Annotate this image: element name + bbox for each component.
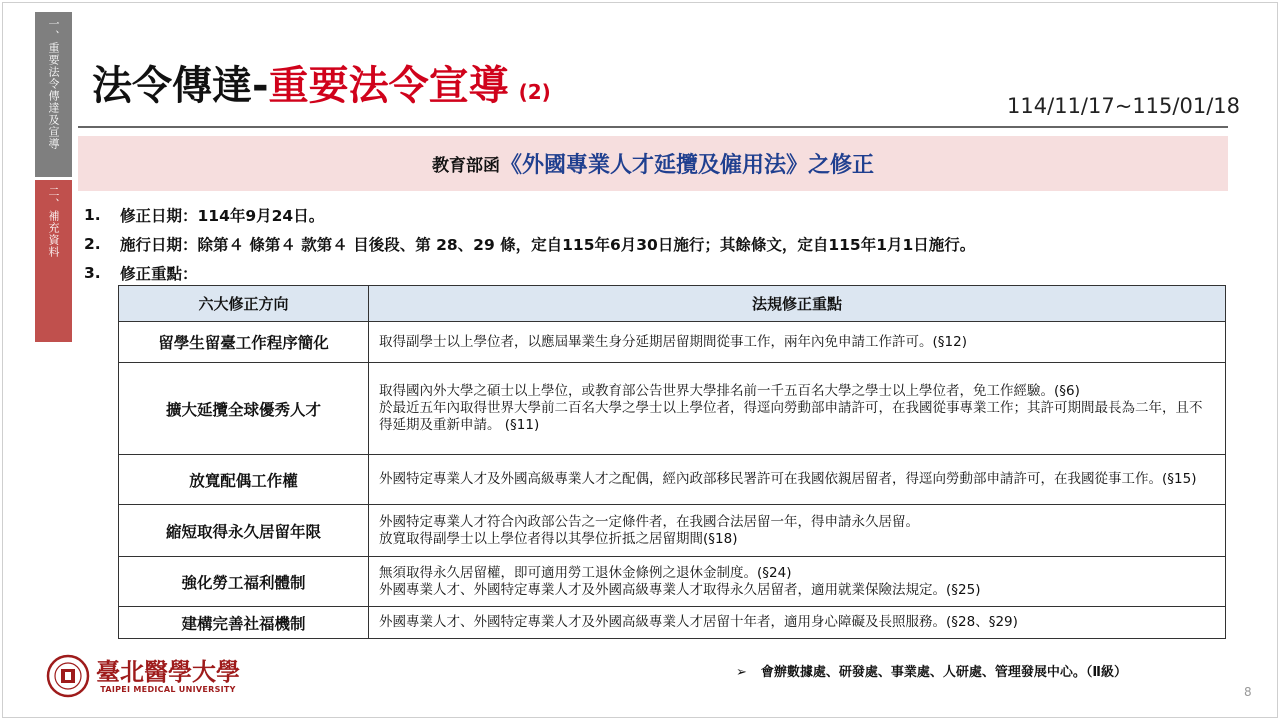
table-row [119,557,1226,607]
point-text: 修正重點： [120,264,198,283]
university-logo [46,654,266,698]
row-direction: 留學生留臺工作程序簡化 [119,322,369,363]
row-direction: 建構完善社福機制 [119,607,369,639]
point-number: 1. [84,205,101,224]
desc-line: 取得副學士以上學位者，以應屆畢業生身分延期居留期間從事工作，兩年內免申請工作許可。(§12) [379,333,967,350]
point-item [84,200,1234,229]
page-title [92,54,551,111]
point-number: 2. [84,234,101,253]
row-description [369,607,1226,639]
side-tab-supplement[interactable] [35,180,72,342]
table-row [119,607,1226,639]
row-direction: 縮短取得永久居留年限 [119,505,369,557]
logo-wordmark [96,656,240,694]
table-row [119,363,1226,455]
banner-prefix: 教育部函 [431,156,500,176]
table-row [119,505,1226,557]
row-direction: 放寬配偶工作權 [119,455,369,505]
desc-line: 外國專業人才、外國特定專業人才及外國高級專業人才取得永久居留者，適用就業保險法規定。(§25) [379,581,981,598]
row-description [369,455,1226,505]
side-tab-label: 二、補充資料 [47,186,60,258]
footer-note [736,661,1127,680]
point-text: 施行日期：除第４ 條第４ 款第４ 目後段、第 28、29 條，定自115年6月30日施行；其餘條文，定自115年1月1日施行。 [120,235,976,254]
point-item [84,229,1234,258]
table-header-row [119,286,1226,322]
banner-title: 《外國專業人才延攬及僱用法》之修正 [499,153,874,178]
desc-line: 外國特定專業人才及外國高級專業人才之配偶，經內政部移民署許可在我國依親居留者，得逕向勞動部申請許可，在我國從事工作。(§15) [379,471,1197,487]
title-highlight: 重要法令宣導 [268,63,509,109]
point-number: 3. [84,263,101,282]
page-number: 8 [1244,685,1252,699]
desc-line: 於最近五年內取得世界大學前二百名大學之學士以上學位者，得逕向勞動部申請許可，在我國從事專業工作；其許可期間最長為二年，且不得延期及重新申請。 (§11) [379,400,1203,433]
row-description [369,322,1226,363]
header-highlights: 法規修正重點 [369,286,1226,322]
table-row [119,455,1226,505]
side-tab-laws[interactable] [35,12,72,177]
title-number: (2) [518,80,551,104]
desc-line: 放寬取得副學士以上學位者得以其學位折抵之居留期間(§18) [379,530,738,547]
desc-line: 外國特定專業人才符合內政部公告之一定條件者，在我國合法居留一年，得申請永久居留。 [379,513,919,530]
amendment-table [118,285,1226,639]
title-divider [78,126,1228,128]
header-direction: 六大修正方向 [119,286,369,322]
key-points [84,200,1234,287]
subject-banner [78,136,1228,191]
row-description [369,363,1226,455]
desc-line: 無須取得永久居留權，即可適用勞工退休金條例之退休金制度。(§24) [379,564,792,581]
arrow-bullet-icon: ➢ [736,665,747,680]
logo-chinese-name: 臺北醫學大學 [96,656,240,686]
row-direction: 強化勞工福利體制 [119,557,369,607]
desc-line: 取得國內外大學之碩士以上學位，或教育部公告世界大學排名前一千五百名大學之學士以上學位者，免工作經驗。(§6) [379,383,1080,399]
date-range: 114/11/17~115/01/18 [1007,94,1240,118]
row-description [369,557,1226,607]
desc-line: 外國專業人才、外國特定專業人才及外國高級專業人才居留十年者，適用身心障礙及長照服務。(§28、§29) [379,614,1018,630]
university-seal-icon [46,654,90,698]
row-description [369,505,1226,557]
table-row [119,322,1226,363]
title-prefix: 法令傳達- [92,63,269,109]
footer-note-text: 會辦數據處、研發處、事業處、人研處、管理發展中心。（Ⅱ級） [760,665,1127,680]
point-item [84,258,1234,287]
row-direction: 擴大延攬全球優秀人才 [119,363,369,455]
logo-english-name: TAIPEI MEDICAL UNIVERSITY [100,684,236,694]
side-tab-label: 一、重要法令傳達及宣導 [47,18,60,150]
point-text: 修正日期：114年9月24日。 [120,206,325,225]
